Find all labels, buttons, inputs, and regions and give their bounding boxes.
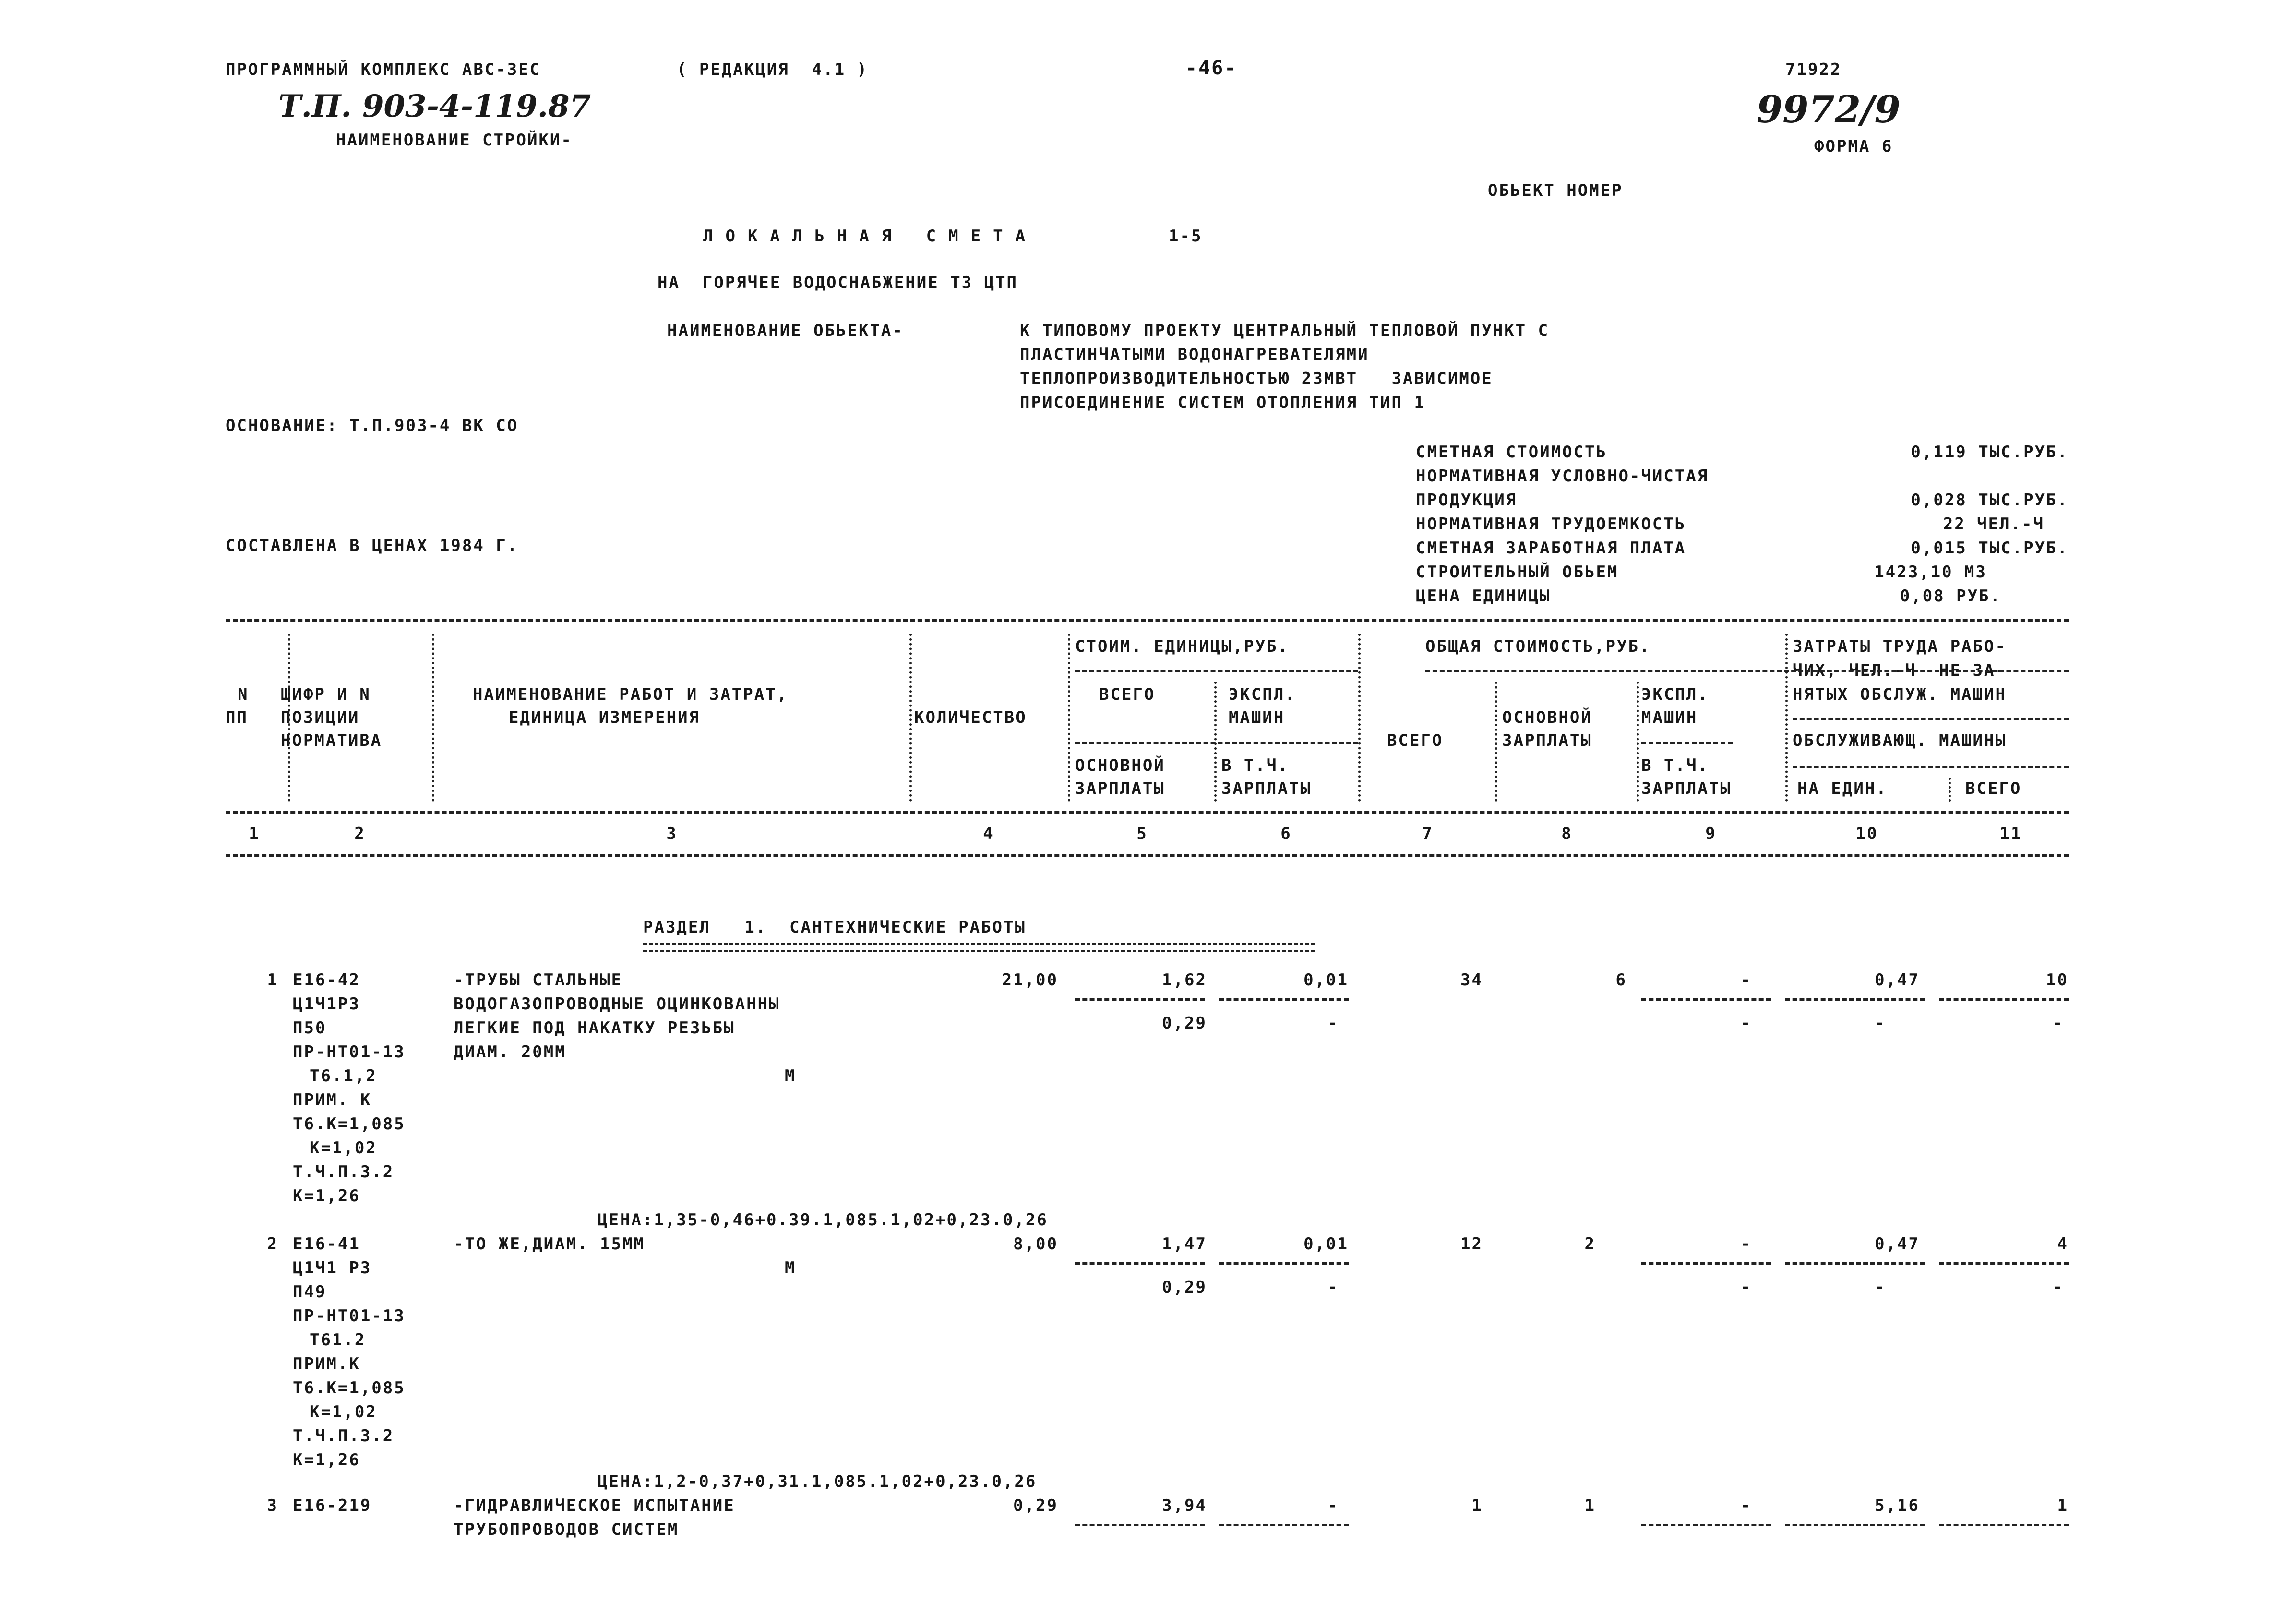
row-code: Т61.2	[310, 1330, 366, 1350]
row-total-wage: 2	[1584, 1234, 1596, 1254]
row-number: 1	[267, 970, 278, 990]
edition: ( РЕДАКЦИЯ 4.1 )	[677, 60, 868, 79]
cell-rule	[1219, 1524, 1349, 1526]
header-col3: ЕДИНИЦА ИЗМЕРЕНИЯ	[509, 708, 700, 727]
column-number: 2	[354, 824, 366, 843]
column-number: 8	[1561, 824, 1573, 843]
object-line: ПРИСОЕДИНЕНИЕ СИСТЕМ ОТОПЛЕНИЯ ТИП 1	[1020, 393, 1425, 412]
header-labor: ЧИХ, ЧЕЛ.-Ч НЕ ЗА-	[1793, 661, 2007, 680]
row-unit: М	[785, 1066, 796, 1086]
column-number: 9	[1705, 824, 1717, 843]
cell-rule	[1641, 1524, 1771, 1526]
cell-rule	[1939, 998, 2069, 1001]
row-unit: М	[785, 1258, 796, 1278]
column-separator	[288, 634, 290, 802]
row-labor-unit: 0,47	[1875, 970, 1920, 990]
header-total-mach: МАШИН	[1641, 708, 1698, 727]
row-unit-wage: 0,29	[1162, 1278, 1207, 1297]
estimate-number: 1-5	[1169, 227, 1203, 246]
header-quantity: КОЛИЧЕСТВО	[914, 708, 1027, 727]
cell-rule	[1939, 1524, 2069, 1526]
row-labor-total: 4	[2057, 1234, 2069, 1254]
cell-rule	[1075, 998, 1205, 1001]
column-separator	[1358, 634, 1361, 802]
section-title: РАЗДЕЛ 1. САНТЕХНИЧЕСКИЕ РАБОТЫ	[643, 918, 1026, 937]
object-number-label: ОБЬЕКТ НОМЕР	[1488, 181, 1623, 200]
doc-number-handwritten: 9972/9	[1757, 88, 1901, 132]
summary-label: ПРОДУКЦИЯ	[1416, 491, 1518, 510]
table-rule	[226, 619, 2069, 622]
row-code: Т6.К=1,085	[293, 1378, 406, 1398]
row-unit-incl: -	[1327, 1014, 1339, 1033]
row-name: ДИАМ. 20ММ	[454, 1042, 566, 1062]
row-total-mach: -	[1740, 970, 1752, 990]
header-col2: ШИФР И N	[281, 685, 371, 704]
header-subrule	[1793, 718, 2069, 720]
program-name: ПРОГРАММНЫЙ КОМПЛЕКС АВС-3ЕС	[226, 60, 541, 79]
row-code: П50	[293, 1018, 327, 1038]
row-code: К=1,26	[293, 1450, 360, 1470]
row-code: ПР-НТ01-13	[293, 1306, 406, 1326]
summary-label: НОРМАТИВНАЯ ТРУДОЕМКОСТЬ	[1416, 515, 1686, 534]
section-underline	[643, 943, 1315, 952]
construction-label: НАИМЕНОВАНИЕ СТРОЙКИ-	[336, 131, 573, 150]
row-total-mach: -	[1740, 1496, 1752, 1515]
basis: ОСНОВАНИЕ: Т.П.903-4 ВК СО	[226, 416, 519, 435]
summary-value: 22 ЧЕЛ.-Ч	[1943, 515, 2045, 534]
column-number: 1	[249, 824, 260, 843]
cell-rule	[1785, 998, 1925, 1001]
summary-label: СМЕТНАЯ ЗАРАБОТНАЯ ПЛАТА	[1416, 539, 1686, 558]
column-number: 5	[1136, 824, 1148, 843]
cell-rule	[1075, 1524, 1205, 1526]
row-name: ТРУБОПРОВОДОВ СИСТЕМ	[454, 1520, 679, 1539]
row-unit-wage: 0,29	[1162, 1014, 1207, 1033]
row-total-mach: -	[1740, 1234, 1752, 1254]
row-code: ПР-НТ01-13	[293, 1042, 406, 1062]
cell-rule	[1075, 1262, 1205, 1265]
column-number: 7	[1422, 824, 1434, 843]
summary-label: ЦЕНА ЕДИНИЦЫ	[1416, 587, 1551, 606]
row-name: ЛЕГКИЕ ПОД НАКАТКУ РЕЗЬБЫ	[454, 1018, 735, 1038]
row-labor-total: 1	[2057, 1496, 2069, 1515]
header-col2: ПОЗИЦИИ	[281, 708, 360, 727]
header-subrule	[1641, 742, 1733, 744]
column-number: 3	[666, 824, 678, 843]
row-code: П49	[293, 1282, 327, 1302]
header-col2: НОРМАТИВА	[281, 731, 383, 750]
column-separator	[909, 634, 912, 802]
cell-rule	[1641, 998, 1771, 1001]
page-number: -46-	[1185, 57, 1238, 79]
column-number: 6	[1280, 824, 1292, 843]
row-code: Е16-42	[293, 970, 360, 990]
cell-rule	[1939, 1262, 2069, 1265]
row-code: ПРИМ.К	[293, 1354, 360, 1374]
row-code: Т6.1,2	[310, 1066, 377, 1086]
row-name: -ТРУБЫ СТАЛЬНЫЕ	[454, 970, 623, 990]
row-number: 2	[267, 1234, 278, 1254]
cell-rule	[1641, 1262, 1771, 1265]
row-name: -ГИДРАВЛИЧЕСКОЕ ИСПЫТАНИЕ	[454, 1496, 735, 1515]
header-total-incl: ЗАРПЛАТЫ	[1641, 779, 1732, 798]
object-label: НАИМЕНОВАНИЕ ОБЬЕКТА-	[667, 321, 904, 340]
cell-rule	[1219, 998, 1349, 1001]
row-quantity: 21,00	[1002, 970, 1058, 990]
header-unit-mach: МАШИН	[1229, 708, 1285, 727]
row-code: К=1,26	[293, 1186, 360, 1206]
header-unit-cost: СТОИМ. ЕДИНИЦЫ,РУБ.	[1075, 637, 1289, 656]
row-unit-total: 1,47	[1162, 1234, 1207, 1254]
summary-value: 0,028 ТЫС.РУБ.	[1911, 491, 2069, 510]
summary-label: СМЕТНАЯ СТОИМОСТЬ	[1416, 443, 1607, 462]
row-name: ВОДОГАЗОПРОВОДНЫЕ ОЦИНКОВАННЫ	[454, 994, 780, 1014]
header-col1: ПП	[226, 708, 248, 727]
row-unit-mach: -	[1327, 1496, 1339, 1515]
column-separator	[432, 634, 434, 802]
header-total-incl: В Т.Ч.	[1641, 756, 1709, 775]
summary-value: 0,08 РУБ.	[1900, 587, 2001, 606]
row-labor-unit: 5,16	[1875, 1496, 1920, 1515]
header-labor-unit: НА ЕДИН.	[1797, 779, 1888, 798]
row-code: Е16-41	[293, 1234, 360, 1254]
table-rule	[226, 811, 2069, 814]
object-line: ПЛАСТИНЧАТЫМИ ВОДОНАГРЕВАТЕЛЯМИ	[1020, 345, 1369, 364]
row-code: ПРИМ. К	[293, 1090, 372, 1110]
header-unit-mach: ЭКСПЛ.	[1229, 685, 1296, 704]
cell-rule	[1785, 1524, 1925, 1526]
row-quantity: 8,00	[1013, 1234, 1058, 1254]
summary-value: 0,015 ТЫС.РУБ.	[1911, 539, 2069, 558]
row-total-wage: 1	[1584, 1496, 1596, 1515]
row-labor-unit-b: -	[1875, 1278, 1886, 1297]
tp-handwritten: Т.П. 903-4-119.87	[278, 88, 591, 124]
row-unit-total: 1,62	[1162, 970, 1207, 990]
cell-rule	[1219, 1262, 1349, 1265]
row-code: Ц1Ч1Р3	[293, 994, 360, 1014]
column-number: 10	[1855, 824, 1878, 843]
row-labor-unit-b: -	[1875, 1014, 1886, 1033]
row-unit-total: 3,94	[1162, 1496, 1207, 1515]
summary-label: НОРМАТИВНАЯ УСЛОВНО-ЧИСТАЯ	[1416, 467, 1709, 486]
row-code: Е16-219	[293, 1496, 372, 1515]
row-total-wage: 6	[1615, 970, 1627, 990]
column-separator	[1495, 682, 1497, 802]
header-unit-total: ВСЕГО	[1099, 685, 1156, 704]
header-subrule	[1425, 670, 2069, 672]
header-total-all: ВСЕГО	[1387, 731, 1444, 750]
prices-basis: СОСТАВЛЕНА В ЦЕНАХ 1984 Г.	[226, 536, 519, 555]
row-labor-unit: 0,47	[1875, 1234, 1920, 1254]
document-code: 71922	[1785, 60, 1842, 79]
column-separator	[1214, 682, 1217, 802]
table-rule	[226, 854, 2069, 857]
summary-value: 0,119 ТЫС.РУБ.	[1911, 443, 2069, 462]
header-col3: НАИМЕНОВАНИЕ РАБОТ И ЗАТРАТ,	[473, 685, 789, 704]
row-name: -ТО ЖЕ,ДИАМ. 15ММ	[454, 1234, 645, 1254]
header-unit-wage: ОСНОВНОЙ	[1075, 756, 1165, 775]
row-labor-total-b: -	[2052, 1014, 2064, 1033]
row-code: К=1,02	[310, 1402, 377, 1422]
header-subrule	[1075, 670, 1358, 672]
column-separator	[1068, 634, 1070, 802]
header-subrule	[1075, 742, 1358, 744]
row-price-formula: ЦЕНА:1,35-0,46+0.39.1,085.1,02+0,23.0,26	[598, 1210, 1048, 1230]
row-total-incl: -	[1740, 1014, 1752, 1033]
row-total: 1	[1471, 1496, 1483, 1515]
row-price-formula: ЦЕНА:1,2-0,37+0,31.1,085.1,02+0,23.0,26	[598, 1472, 1037, 1491]
column-separator	[1785, 634, 1788, 802]
header-total-wage: ОСНОВНОЙ	[1502, 708, 1592, 727]
row-quantity: 0,29	[1013, 1496, 1058, 1515]
summary-value: 1423,10 М3	[1874, 563, 1987, 582]
row-code: Т.Ч.П.3.2	[293, 1162, 395, 1182]
row-unit-incl: -	[1327, 1278, 1339, 1297]
summary-label: СТРОИТЕЛЬНЫЙ ОБЬЕМ	[1416, 563, 1619, 582]
estimate-title: ЛОКАЛЬНАЯ СМЕТА	[703, 227, 1038, 246]
row-code: Ц1Ч1 Р3	[293, 1258, 372, 1278]
object-line: ТЕПЛОПРОИЗВОДИТЕЛЬНОСТЬЮ 23МВТ ЗАВИСИМОЕ	[1020, 369, 1493, 388]
column-number: 4	[983, 824, 994, 843]
row-total: 34	[1460, 970, 1483, 990]
header-unit-incl: В Т.Ч.	[1221, 756, 1289, 775]
header-labor: ОБСЛУЖИВАЮЩ. МАШИНЫ	[1793, 731, 2007, 750]
column-number: 11	[1999, 824, 2022, 843]
row-code: Т.Ч.П.3.2	[293, 1426, 395, 1446]
column-separator	[1637, 682, 1639, 802]
header-labor: НЯТЫХ ОБСЛУЖ. МАШИН	[1793, 685, 2007, 704]
cell-rule	[1785, 1262, 1925, 1265]
header-total-mach: ЭКСПЛ.	[1641, 685, 1709, 704]
row-code: Т6.К=1,085	[293, 1114, 406, 1134]
row-total-incl: -	[1740, 1278, 1752, 1297]
header-subrule	[1793, 766, 2069, 768]
row-code: К=1,02	[310, 1138, 377, 1158]
row-labor-total-b: -	[2052, 1278, 2064, 1297]
header-unit-incl: ЗАРПЛАТЫ	[1221, 779, 1312, 798]
form-label: ФОРМА 6	[1814, 137, 1893, 156]
row-number: 3	[267, 1496, 278, 1515]
estimate-subject: НА ГОРЯЧЕЕ ВОДОСНАБЖЕНИЕ ТЗ ЦТП	[658, 273, 1018, 292]
column-separator	[1949, 778, 1951, 802]
header-labor: ЗАТРАТЫ ТРУДА РАБО-	[1793, 637, 2007, 656]
row-total: 12	[1460, 1234, 1483, 1254]
header-total-cost: ОБЩАЯ СТОИМОСТЬ,РУБ.	[1425, 637, 1651, 656]
row-unit-mach: 0,01	[1303, 1234, 1349, 1254]
header-col1: N	[238, 685, 249, 704]
object-line: К ТИПОВОМУ ПРОЕКТУ ЦЕНТРАЛЬНЫЙ ТЕПЛОВОЙ ПУНКТ С	[1020, 321, 1550, 340]
header-total-wage: ЗАРПЛАТЫ	[1502, 731, 1592, 750]
row-labor-total: 10	[2046, 970, 2069, 990]
header-labor-total: ВСЕГО	[1965, 779, 2022, 798]
header-unit-wage: ЗАРПЛАТЫ	[1075, 779, 1165, 798]
row-unit-mach: 0,01	[1303, 970, 1349, 990]
